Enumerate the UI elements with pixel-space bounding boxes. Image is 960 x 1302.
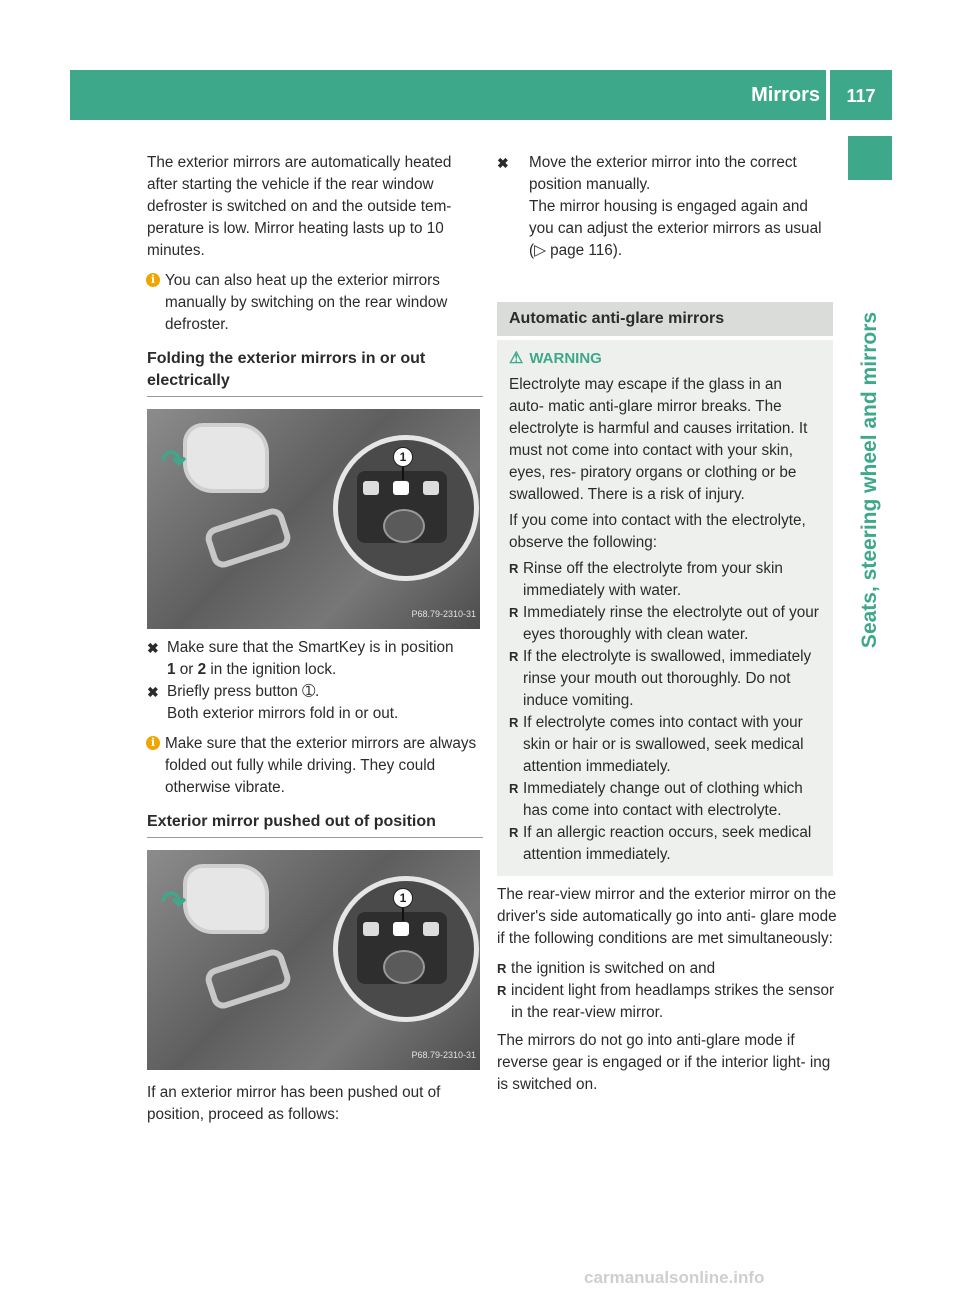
side-section-label: Seats, steering wheel and mirrors: [858, 311, 881, 649]
left-column: [147, 152, 483, 1126]
right-column-top: [497, 152, 835, 262]
mirror-illustration: [183, 423, 269, 493]
step-press-button: ✖ Briefly press button ➀. Both exterior mirrors fold in or out.: [147, 683, 399, 722]
bullet-icon: R: [509, 649, 519, 664]
step-move-mirror: ✖ Move the exterior mirror into the correct position manually. The mirror housing is engaged again and you can adjust the exterior mirrors as usual (▷ page 116).: [497, 154, 822, 259]
bullet-icon: R: [509, 825, 519, 840]
warning-list: [509, 558, 821, 866]
anti-glare-body: [497, 884, 837, 1096]
section-title: Automatic anti-glare mirrors: [497, 302, 833, 336]
step-arrow-icon: ✖: [147, 684, 159, 700]
footer-watermark: carmanualsonline.info: [584, 1268, 765, 1287]
intro-paragraph: The exterior mirrors are automatically heated after starting the vehicle if the rear window defroster is switched on and the outside tem- perature is low. Mirror heating lasts up to 10 minutes.: [147, 154, 452, 259]
list-item: R If an allergic reaction occurs, seek medical attention immediately.: [509, 824, 812, 863]
list-item: R Immediately rinse the electrolyte out of your eyes thoroughly with clean water.: [509, 604, 819, 643]
header-title: Mirrors: [751, 84, 820, 106]
warning-observe: If you come into contact with the electrolyte, observe the following:: [509, 512, 806, 551]
fold-arrow-icon: ↷: [161, 886, 187, 919]
list-item: R If electrolyte comes into contact with your skin or hair or is swallowed, seek medical attention immediately.: [509, 714, 804, 775]
list-item: R incident light from headlamps strikes the sensor in the rear-view mirror.: [497, 982, 835, 1021]
step-smartkey: ✖ Make sure that the SmartKey is in position 1 or 2 in the ignition lock.: [147, 639, 454, 678]
info-note-heating: i You can also heat up the exterior mirrors manually by switching on the rear window defroster.: [147, 270, 483, 336]
conditions-list: [497, 958, 837, 1024]
list-item: R If the electrolyte is swallowed, immediately rinse your mouth out thoroughly. Do not induce vomiting.: [509, 648, 812, 709]
mirror-adjust-joystick: [383, 509, 425, 543]
side-tab: [848, 136, 892, 180]
list-item: R Rinse off the electrolyte from your skin immediately with water.: [509, 560, 783, 599]
info-note-folded: i Make sure that the exterior mirrors are always folded out fully while driving. They could otherwise vibrate.: [147, 733, 483, 799]
warning-box: [497, 340, 833, 876]
callout-1: 1: [393, 888, 413, 908]
info-icon: i: [146, 273, 160, 287]
figure-code: P68.79-2310-31: [411, 1050, 476, 1060]
mirror-adjust-joystick: [383, 950, 425, 984]
anti-glare-section: [497, 302, 833, 876]
step-arrow-icon: ✖: [497, 155, 509, 171]
info-icon: i: [146, 736, 160, 750]
page-ref-link[interactable]: page 116: [550, 242, 613, 259]
page-ref-arrow-icon: ▷: [534, 242, 551, 259]
bullet-icon: R: [497, 961, 507, 976]
list-item: R Immediately change out of clothing which has come into contact with electrolyte.: [509, 780, 803, 819]
figure-pushed-out: [147, 850, 480, 1070]
bullet-icon: R: [497, 983, 507, 998]
list-item: R the ignition is switched on and: [497, 958, 837, 980]
warning-title: ⚠ WARNING: [509, 350, 602, 367]
fold-arrow-icon: ↷: [161, 445, 187, 478]
bullet-icon: R: [509, 561, 519, 576]
conditions-exceptions: The mirrors do not go into anti-glare mode if reverse gear is engaged or if the interior light- ing is switched on.: [497, 1032, 831, 1093]
step-arrow-icon: ✖: [147, 640, 159, 656]
bullet-icon: R: [509, 781, 519, 796]
conditions-intro: The rear-view mirror and the exterior mirror on the driver's side automatically go into anti- glare mode if the following conditions are met simultaneously:: [497, 886, 837, 947]
bullet-icon: R: [509, 715, 519, 730]
figure-folding-mirrors: [147, 409, 480, 629]
figure-code: P68.79-2310-31: [411, 609, 476, 619]
warning-text: Electrolyte may escape if the glass in an auto- matic anti-glare mirror breaks. The electrolyte is harmful and causes irritation. It must not come into contact with your skin, eyes, res- piratory organs or clothing or be swallowed. There is a risk of injury.: [509, 376, 808, 503]
mirror-illustration: [183, 864, 269, 934]
heading-folding: Folding the exterior mirrors in or out electrically: [147, 348, 483, 397]
page-number: 117: [846, 86, 876, 106]
bullet-icon: R: [509, 605, 519, 620]
header-bar: [70, 70, 826, 120]
callout-1: 1: [393, 447, 413, 467]
warning-triangle-icon: ⚠: [509, 350, 524, 367]
outro-paragraph: If an exterior mirror has been pushed out of position, proceed as follows:: [147, 1084, 441, 1123]
heading-pushed-out: Exterior mirror pushed out of position: [147, 811, 483, 838]
